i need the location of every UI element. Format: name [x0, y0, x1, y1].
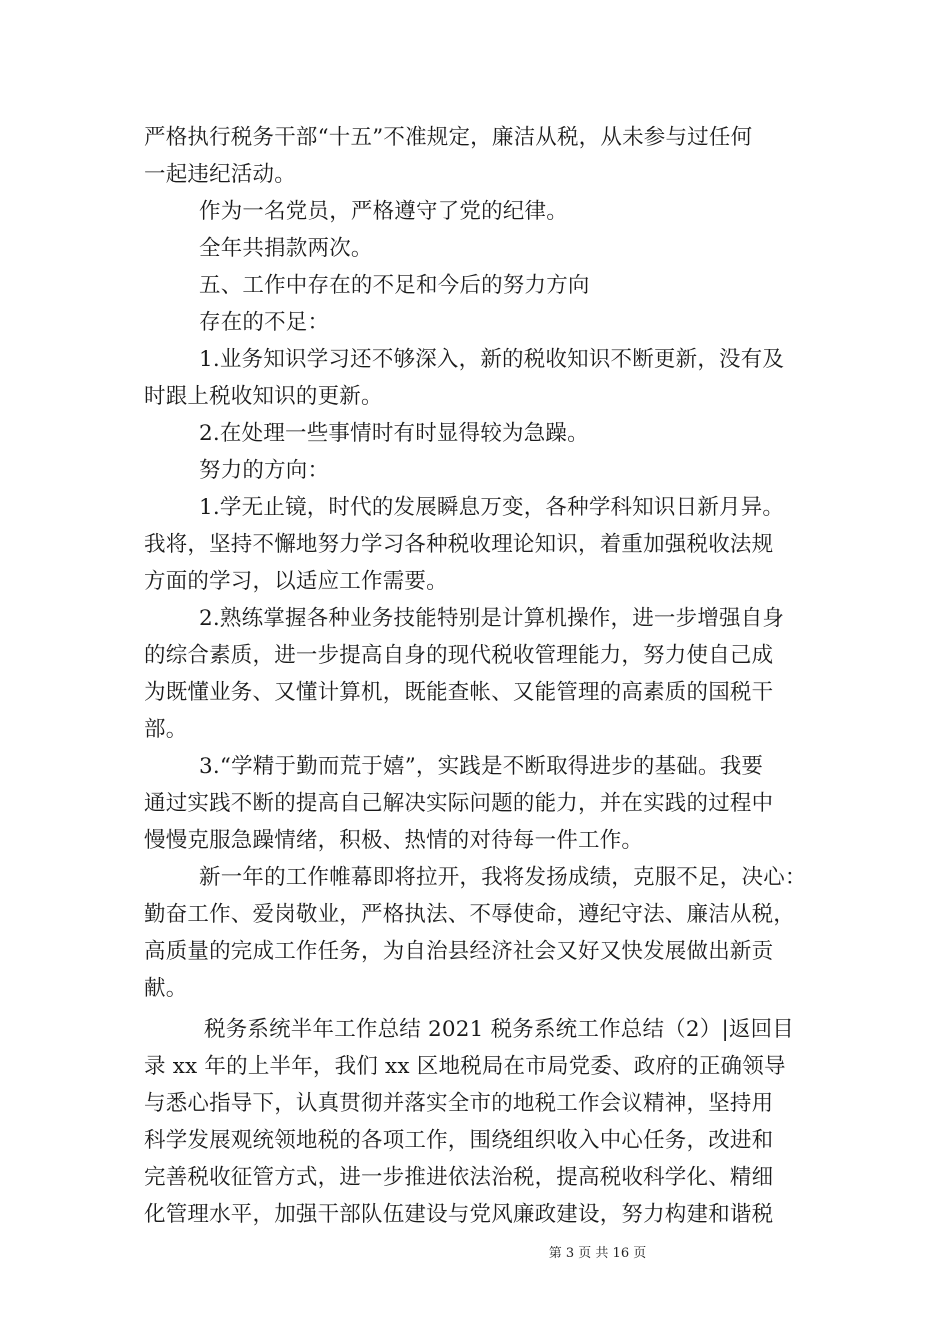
text-line: 为既懂业务、又懂计算机，既能查帐、又能管理的高素质的国税干 [144, 680, 774, 705]
text-line: 的综合素质，进一步提高自身的现代税收管理能力，努力使自己成 [144, 643, 774, 668]
list-item: 2.熟练掌握各种业务技能特别是计算机操作，进一步增强自身 [199, 606, 785, 631]
text-line: 我将，坚持不懈地努力学习各种税收理论知识，着重加强税收法规 [144, 532, 774, 557]
text-line: 慢慢克服急躁情绪，积极、热情的对待每一件工作。 [144, 828, 644, 853]
text-line: 一起违纪活动。 [144, 162, 296, 187]
list-item: 2.在处理一些事情时有时显得较为急躁。 [199, 421, 589, 446]
page-number-footer: 第 3 页 共 16 页 [548, 1246, 647, 1261]
list-item: 1.业务知识学习还不够深入，新的税收知识不断更新，没有及 [199, 347, 785, 372]
list-item: 3.“学精于勤而荒于嬉”，实践是不断取得进步的基础。我要 [199, 754, 764, 779]
text-line: 努力的方向： [199, 458, 330, 483]
text-line: 严格执行税务干部“十五”不准规定，廉洁从税，从未参与过任何 [144, 125, 753, 150]
text-line: 高质量的完成工作任务，为自治县经济社会又好又快发展做出新贡 [144, 939, 774, 964]
text-line: 通过实践不断的提高自己解决实际问题的能力，并在实践的过程中 [144, 791, 774, 816]
section-heading: 五、工作中存在的不足和今后的努力方向 [199, 273, 590, 298]
text-line: 部。 [144, 717, 188, 742]
text-line: 完善税收征管方式，进一步推进依法治税，提高税收科学化、精细 [144, 1165, 774, 1190]
text-line: 方面的学习，以适应工作需要。 [144, 569, 448, 594]
text-line: 勤奋工作、爱岗敬业，严格执法、不辱使命，遵纪守法、廉洁从税， [144, 902, 796, 927]
text-line: 化管理水平，加强干部队伍建设与党风廉政建设，努力构建和谐税 [144, 1202, 774, 1227]
text-line: 时跟上税收知识的更新。 [144, 384, 383, 409]
text-line: 新一年的工作帷幕即将拉开，我将发扬成绩，克服不足，决心： [199, 865, 807, 890]
text-line: 全年共捐款两次。 [199, 236, 373, 261]
text-line: 科学发展观统领地税的各项工作，围绕组织收入中心任务，改进和 [144, 1128, 774, 1153]
text-line: 存在的不足： [199, 310, 330, 335]
list-item: 1.学无止镜，时代的发展瞬息万变，各种学科知识日新月异。 [199, 495, 785, 520]
text-line: 与悉心指导下，认真贯彻并落实全市的地税工作会议精神，坚持用 [144, 1091, 774, 1116]
text-line: 录 xx 年的上半年，我们 xx 区地税局在市局党委、政府的正确领导 [144, 1054, 786, 1079]
text-line: 作为一名党员，严格遵守了党的纪律。 [199, 199, 568, 224]
text-line: 献。 [144, 976, 188, 1001]
text-line: 税务系统半年工作总结 2021 税务系统工作总结（2）|返回目 [204, 1017, 795, 1042]
